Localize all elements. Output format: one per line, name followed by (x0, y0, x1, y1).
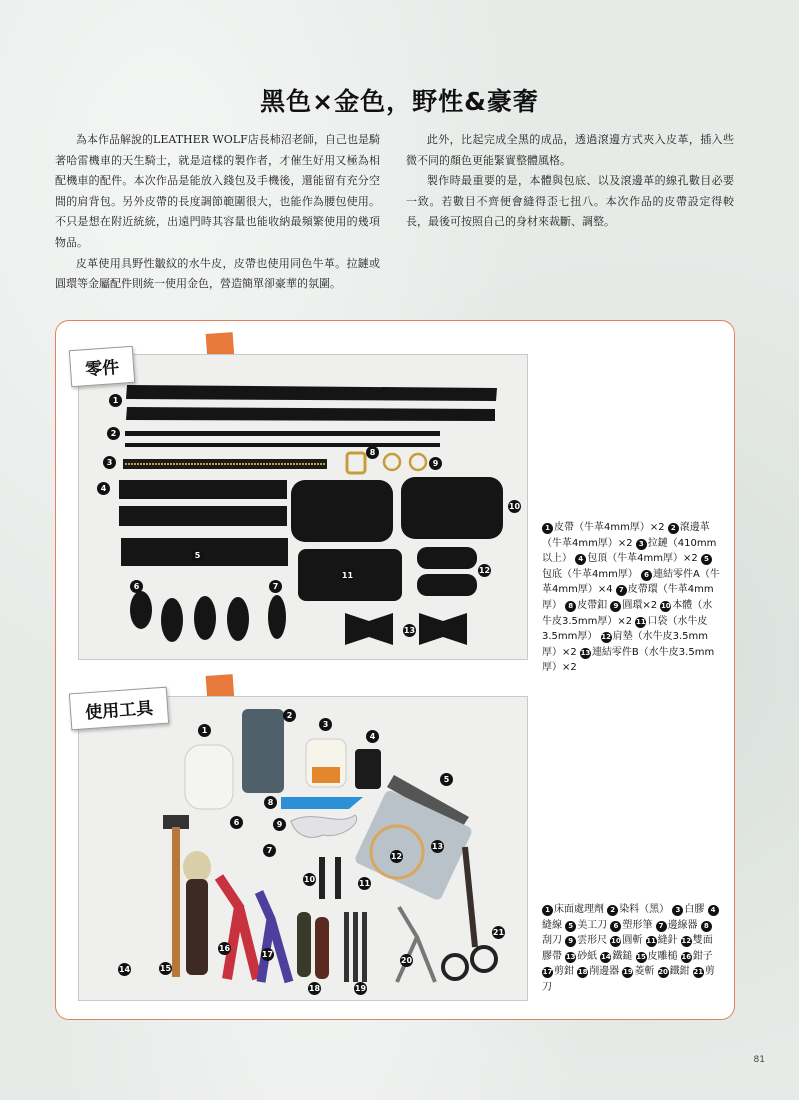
hammer-handle-shape (172, 827, 180, 977)
strap-shape (126, 407, 495, 421)
tools-marker: 9 (273, 818, 286, 831)
legend-number: 16 (681, 952, 692, 961)
legend-number: 6 (641, 570, 652, 581)
mallet-shape (183, 851, 211, 883)
legend-number: 11 (635, 617, 646, 626)
legend-item (565, 920, 607, 931)
legend-number: 9 (565, 936, 576, 947)
tools-marker: 14 (118, 965, 131, 974)
legend-text: 剪刀 (542, 966, 715, 993)
legend-number: 11 (646, 937, 656, 946)
legend-text: 連結零件B（水牛皮3.5mm厚）×2 (542, 646, 715, 674)
legend-text: 美工刀 (577, 919, 608, 931)
legend-item (542, 522, 665, 533)
legend-number: 13 (565, 952, 576, 961)
tools-marker: 20 (400, 956, 413, 965)
legend-number: 14 (601, 952, 611, 961)
parts-photo (78, 354, 528, 660)
legend-text: 圓環×2 (622, 599, 658, 611)
parts-marker: 2 (107, 427, 120, 440)
legend-text: 包頂（牛革4mm厚）×2 (587, 553, 698, 565)
legend-item (636, 951, 678, 962)
parts-marker: 12 (478, 566, 491, 575)
legend-item (610, 600, 657, 611)
tools-marker: 1 (198, 724, 211, 737)
legend-text: 雙面膠帶 (542, 935, 713, 962)
tools-marker: 4 (366, 730, 379, 743)
legend-number: 2 (668, 523, 679, 534)
parts-label: 零件 (69, 346, 135, 387)
tools-marker: 10 (303, 875, 316, 884)
tools-marker: 12 (390, 852, 403, 861)
parts-marker: 3 (103, 456, 116, 469)
parts-illustration (79, 355, 528, 660)
legend-text: 皮帶釦 (577, 599, 608, 611)
legend-item (542, 966, 574, 977)
legend-text: 拉鏈（410mm以上） (542, 537, 717, 565)
legend-item (681, 951, 713, 962)
legend-number: 6 (610, 921, 621, 932)
intro-right-column (406, 130, 734, 233)
legend-item (542, 904, 604, 915)
legend-text: 本體（水牛皮3.5mm厚）×2 (542, 599, 713, 627)
legend-number: 1 (542, 905, 553, 916)
parts-marker: 6 (130, 580, 143, 593)
dye-bottle-shape (242, 709, 284, 793)
tools-marker: 21 (492, 928, 505, 937)
legend-text: 刮刀 (542, 935, 562, 947)
legend-item (646, 935, 678, 946)
legend-number: 5 (565, 921, 576, 932)
bottle-shape (185, 745, 233, 809)
legend-number: 8 (701, 921, 712, 932)
punch-shape (319, 857, 325, 899)
parts-marker: 7 (269, 580, 282, 593)
parts-marker: 8 (366, 446, 379, 459)
legend-item (656, 920, 698, 931)
legend-item (610, 935, 642, 946)
legend-text: 縫線 (542, 919, 562, 931)
tools-marker: 2 (283, 709, 296, 722)
parts-marker: 13 (403, 626, 416, 635)
legend-number: 7 (616, 585, 627, 596)
pad-shape (417, 574, 477, 596)
legend-number: 5 (701, 554, 712, 565)
legend-item (607, 904, 669, 915)
legend-text: 口袋（水牛皮3.5mm厚） (542, 615, 708, 643)
piping-shape (125, 431, 440, 436)
tools-marker: 15 (159, 964, 172, 973)
page-number: 81 (753, 1055, 765, 1065)
tools-marker: 16 (218, 944, 231, 953)
pad-shape (417, 547, 477, 569)
tools-photo (78, 696, 528, 1001)
bottom-panel-shape (121, 538, 288, 566)
thread-shape (355, 749, 381, 789)
chisel-shape (344, 912, 349, 982)
legend-text: 皮帶環（牛革4mm厚） (542, 584, 714, 611)
legend-text: 圓斬 (622, 935, 643, 947)
legend-number: 20 (658, 968, 668, 977)
legend-text: 皮帶（牛革4mm厚）×2 (554, 522, 665, 533)
legend-text: 皮雕槌 (647, 950, 678, 962)
intro-paragraph: 皮革使用具野性皺紋的水牛皮，皮帶也使用同色牛革。拉鏈或圓環等金屬配件則統一使用金色，營造簡單卻豪華的氛圍。 (55, 256, 380, 291)
legend-text: 連結零件A（牛革4mm厚）×4 (542, 568, 720, 596)
intro-left-column (55, 130, 380, 295)
tools-marker: 11 (358, 879, 371, 888)
belt-loop-shape (268, 595, 286, 639)
legend-item (672, 904, 704, 915)
body-shape (401, 477, 503, 539)
top-panel-shape (119, 506, 287, 526)
tools-marker: 18 (308, 984, 321, 993)
legend-number: 12 (601, 633, 611, 642)
legend-text: 滾邊革（牛革4mm厚）×2 (542, 522, 710, 549)
legend-number: 9 (610, 601, 621, 612)
legend-number: 10 (611, 937, 621, 946)
tools-marker: 3 (319, 718, 332, 731)
tools-marker: 19 (354, 984, 367, 993)
legend-text: 剪鉗 (554, 966, 574, 978)
legend-item (577, 966, 619, 977)
legend-text: 鐵鉗 (669, 966, 690, 978)
legend-text: 塑形筆 (622, 919, 653, 931)
legend-number: 1 (542, 523, 553, 534)
legend-text: 雲形尺 (577, 935, 608, 947)
legend-item (622, 966, 654, 977)
connector-shape (161, 598, 183, 642)
legend-text: 床面處理劑 (554, 904, 604, 915)
top-panel-shape (119, 480, 287, 499)
parts-marker: 11 (341, 571, 354, 580)
piping-shape (125, 443, 440, 447)
parts-marker: 4 (97, 482, 110, 495)
parts-marker: 1 (109, 394, 122, 407)
parts-legend (542, 520, 722, 676)
tools-label: 使用工具 (69, 687, 169, 731)
parts-marker: 5 (191, 549, 204, 562)
intro-paragraph: 此外，比起完成全黑的成品，透過滾邊方式夾入皮革，插入些微不同的顏色更能緊實整體風格。 (406, 133, 734, 167)
legend-number: 17 (542, 968, 553, 977)
legend-number: 13 (580, 648, 591, 657)
connector-shape (227, 597, 249, 641)
legend-number: 3 (672, 905, 683, 916)
tools-marker: 8 (264, 796, 277, 809)
edger-shape (297, 912, 311, 977)
legend-number: 18 (577, 968, 588, 977)
tools-illustration (79, 697, 528, 1001)
hammer-head-shape (163, 815, 189, 829)
parts-marker: 9 (429, 457, 442, 470)
legend-number: 4 (708, 905, 719, 916)
legend-item (575, 553, 698, 564)
tools-marker: 7 (263, 844, 276, 857)
intro-paragraph: 製作時最重要的是，本體與包底、以及滾邊革的線孔數目必要一致。若數目不齊便會縫得歪七扭八。本次作品的皮帶設定得較長，最後可按照自己的身材來裁斷、調整。 (406, 174, 734, 229)
legend-number: 3 (636, 539, 647, 550)
legend-number: 4 (575, 554, 586, 565)
tools-marker: 5 (440, 773, 453, 786)
connector-shape (130, 591, 152, 629)
legend-number: 21 (693, 968, 704, 977)
legend-number: 7 (656, 921, 667, 932)
legend-text: 縫針 (657, 935, 678, 947)
legend-number: 19 (623, 968, 633, 977)
tools-marker: 6 (230, 816, 243, 829)
legend-item (610, 920, 652, 931)
tools-legend (542, 902, 722, 996)
connector-shape (194, 596, 216, 640)
legend-number: 2 (607, 905, 618, 916)
legend-text: 削邊器 (589, 966, 620, 978)
legend-text: 包底（牛革4mm厚） (542, 568, 638, 580)
legend-text: 菱斬 (634, 966, 655, 978)
legend-item (565, 600, 607, 611)
tools-marker: 13 (431, 842, 444, 851)
parts-marker: 10 (508, 502, 521, 511)
legend-item (600, 951, 632, 962)
legend-text: 鉗子 (692, 950, 713, 962)
legend-text: 邊線器 (667, 919, 698, 931)
legend-item (565, 951, 597, 962)
legend-number: 8 (565, 601, 576, 612)
legend-text: 肩墊（水牛皮3.5mm厚）×2 (542, 631, 708, 658)
legend-item (658, 966, 690, 977)
legend-number: 15 (636, 952, 646, 961)
legend-text: 鐵鎚 (612, 950, 633, 962)
legend-text: 砂紙 (577, 950, 598, 962)
page-title: 黑色×金色，野性&豪奢 (260, 87, 539, 116)
intro-paragraph: 為本作品解說的LEATHER WOLF店長柿沼老師，自己也是騎著哈雷機車的天生騎士，就是這樣的製作者，才催生好用又極為相配機車的配件。本次作品是能放入錢包及手機後，還能留有充分空間的肩背包。另外皮帶的長度調節範圍很大，也能作為腰包使用。不只是想在附近統統，出遠門時其容量也能收納最頻繁使用的幾項物品。 (55, 133, 380, 249)
legend-item (565, 935, 607, 946)
tools-marker: 17 (261, 950, 274, 959)
legend-number: 10 (660, 601, 671, 610)
body-shape (291, 480, 393, 542)
legend-text: 染料（黑） (619, 904, 670, 915)
legend-number: 12 (681, 937, 692, 946)
scraper-shape (281, 797, 363, 809)
legend-text: 白膠 (684, 904, 705, 915)
